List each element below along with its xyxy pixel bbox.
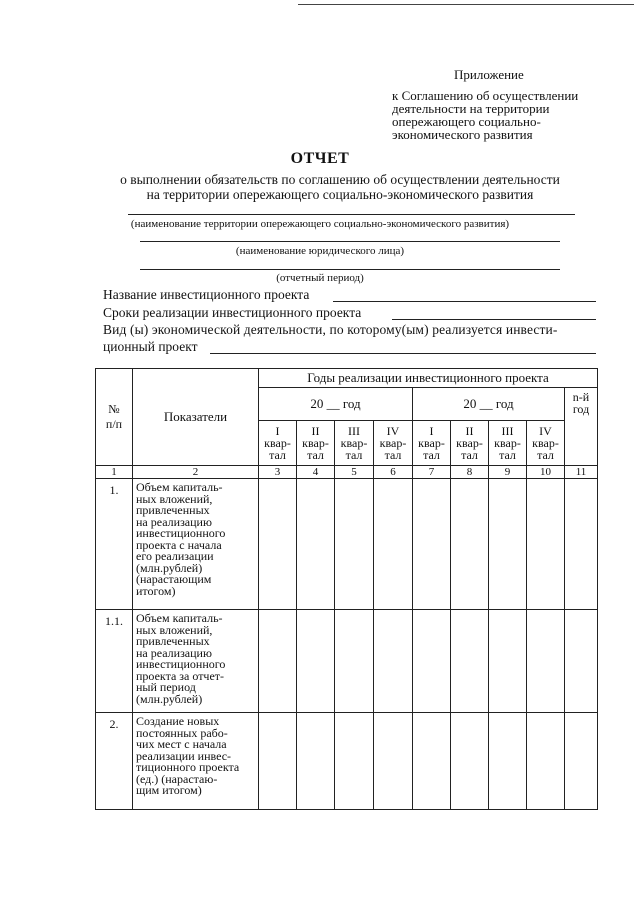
quarter-word: тал — [461, 448, 478, 462]
quarter-word: тал — [345, 448, 363, 462]
value-cell[interactable] — [335, 479, 374, 610]
row-indicator-line: ный период — [136, 680, 196, 694]
value-cell[interactable] — [413, 479, 451, 610]
quarter-header — [374, 421, 413, 466]
quarter-header — [297, 421, 335, 466]
quarter-word: тал — [499, 448, 516, 462]
table-row — [96, 713, 598, 810]
quarter-word: тал — [384, 448, 402, 462]
value-cell[interactable] — [374, 479, 413, 610]
years-header: Годы реализации инвестиционного проекта — [259, 369, 598, 388]
value-cell[interactable] — [297, 713, 335, 810]
value-cell[interactable] — [527, 610, 565, 713]
value-cell[interactable] — [489, 479, 527, 610]
column-number: 5 — [335, 466, 374, 479]
column-number: 9 — [489, 466, 527, 479]
row-indicator-line: постоянных рабо- — [136, 725, 228, 740]
column-number: 8 — [451, 466, 489, 479]
value-cell[interactable] — [527, 479, 565, 610]
value-cell[interactable] — [335, 610, 374, 713]
territory-caption: (наименование территории опережающего социально-экономического развития) — [130, 218, 510, 230]
column-number: 1 — [96, 466, 133, 479]
row-indicator-line: (ед.) (нарастаю- — [136, 771, 218, 786]
row-number: 1.1. — [96, 610, 133, 713]
report-subtitle — [100, 172, 580, 202]
report-subtitle-line: о выполнении обязательств по соглашению об осуществлении деятельности — [120, 172, 560, 187]
row-indicator-line: Создание новых — [136, 714, 220, 728]
year-header-2: 20 __ год — [413, 388, 565, 421]
column-number-row — [96, 466, 598, 479]
period-underline — [140, 269, 560, 270]
table-row — [96, 479, 598, 610]
value-cell[interactable] — [565, 610, 598, 713]
quarter-header — [527, 421, 565, 466]
column-number: 2 — [133, 466, 259, 479]
quarter-word: квар- — [418, 436, 445, 450]
row-indicator-line: чих мест с начала — [136, 737, 227, 751]
row-indicator-line: ных вложений, — [136, 491, 213, 506]
row-indicator-line: щим итогом) — [136, 783, 202, 797]
project-terms-blank — [392, 319, 596, 320]
quarter-word: квар- — [379, 436, 407, 450]
report-table — [95, 368, 598, 810]
quarter-word: квар- — [456, 436, 483, 450]
territory-underline — [128, 214, 575, 215]
period-caption: (отчетный период) — [276, 272, 364, 284]
column-number: 10 — [527, 466, 565, 479]
value-cell[interactable] — [374, 713, 413, 810]
appendix-title: Приложение — [454, 67, 524, 82]
appendix-line: к Соглашению об осуществлении — [392, 88, 579, 103]
row-indicator-line: (млн.рублей) — [136, 691, 203, 706]
project-terms-label: Сроки реализации инвестиционного проекта — [103, 305, 362, 320]
activity-blank — [210, 353, 596, 354]
appendix-line: экономического развития — [392, 127, 533, 142]
value-cell[interactable] — [565, 479, 598, 610]
value-cell[interactable] — [259, 479, 297, 610]
value-cell[interactable] — [374, 610, 413, 713]
quarter-header — [259, 421, 297, 466]
appendix-line: опережающего социально- — [392, 114, 541, 129]
col-header-indicators: Показатели — [133, 369, 259, 466]
appendix-line: деятельности на территории — [392, 101, 550, 116]
value-cell[interactable] — [413, 713, 451, 810]
nth-year-line: n-й — [572, 390, 590, 404]
row-indicator-line: (нарастающим — [136, 572, 212, 586]
row-indicator-line: проекта за отчет- — [136, 668, 225, 683]
appendix-block — [392, 68, 632, 141]
row-indicator-line: Объем капиталь- — [136, 480, 223, 494]
quarter-header — [451, 421, 489, 466]
quarter-word: тал — [423, 448, 440, 462]
row-indicator — [133, 479, 259, 610]
quarter-word: квар- — [340, 436, 368, 450]
quarter-roman: I — [275, 424, 280, 438]
value-cell[interactable] — [489, 713, 527, 810]
quarter-word: квар- — [494, 436, 521, 450]
row-indicator — [133, 610, 259, 713]
value-cell[interactable] — [565, 713, 598, 810]
row-indicator-line: тиционного проекта — [136, 760, 240, 774]
column-number: 7 — [413, 466, 451, 479]
row-indicator — [133, 713, 259, 810]
quarter-word: тал — [537, 448, 554, 462]
row-indicator-line: Объем капиталь- — [136, 611, 223, 625]
quarter-word: квар- — [302, 436, 329, 450]
col-header-number-line: № — [108, 402, 120, 416]
column-number: 11 — [565, 466, 598, 479]
entity-caption: (наименование юридического лица) — [235, 245, 405, 257]
quarter-word: тал — [307, 448, 324, 462]
quarter-roman: II — [465, 424, 474, 438]
quarter-roman: II — [311, 424, 320, 438]
row-indicator-line: привлеченных — [136, 503, 210, 517]
nth-year-header — [565, 388, 598, 466]
row-indicator-line: инвестиционного — [136, 657, 226, 671]
col-header-number — [96, 369, 133, 466]
table-row — [96, 610, 598, 713]
row-indicator-line: реализации инвес- — [136, 748, 232, 763]
value-cell[interactable] — [527, 713, 565, 810]
report-subtitle-line: на территории опережающего социально-экономического развития — [146, 187, 534, 202]
row-number: 2. — [96, 713, 133, 810]
value-cell[interactable] — [259, 610, 297, 713]
value-cell[interactable] — [259, 713, 297, 810]
row-indicator-line: проекта с начала — [136, 537, 222, 552]
row-indicator-line: его реализации — [136, 549, 214, 563]
quarter-roman: I — [429, 424, 434, 438]
row-indicator-line: (млн.рублей) — [136, 560, 203, 575]
quarter-roman: III — [501, 424, 514, 438]
top-border-line — [298, 4, 634, 5]
col-header-number-line: п/п — [105, 417, 123, 431]
activity-label-line2: ционный проект — [103, 339, 198, 354]
quarter-word: квар- — [264, 436, 291, 450]
column-number: 4 — [297, 466, 335, 479]
activity-label-line1: Вид (ы) экономической деятельности, по которому(ым) реализуется инвести- — [103, 322, 558, 337]
row-indicator-line: на реализацию — [136, 514, 212, 529]
value-cell[interactable] — [451, 713, 489, 810]
year-header-1: 20 __ год — [259, 388, 413, 421]
row-indicator-line: на реализацию — [136, 645, 212, 660]
nth-year-line: год — [572, 402, 590, 416]
quarter-header — [413, 421, 451, 466]
row-indicator-line: привлеченных — [136, 634, 210, 648]
column-number: 3 — [259, 466, 297, 479]
row-indicator-line: инвестиционного — [136, 526, 226, 540]
report-title: ОТЧЕТ — [290, 150, 350, 167]
value-cell[interactable] — [451, 610, 489, 713]
value-cell[interactable] — [413, 610, 451, 713]
quarter-roman: III — [348, 424, 360, 438]
entity-underline — [140, 241, 560, 242]
quarter-roman: IV — [386, 424, 400, 438]
project-name-blank — [333, 301, 596, 302]
quarter-word: тал — [269, 448, 286, 462]
row-number: 1. — [96, 479, 133, 610]
row-indicator-line: итогом) — [136, 583, 176, 598]
project-name-label: Название инвестиционного проекта — [103, 287, 310, 302]
value-cell[interactable] — [335, 713, 374, 810]
quarter-word: квар- — [532, 436, 559, 450]
quarter-header — [335, 421, 374, 466]
quarter-header — [489, 421, 527, 466]
row-indicator-line: ных вложений, — [136, 622, 213, 637]
quarter-roman: IV — [539, 424, 552, 438]
column-number: 6 — [374, 466, 413, 479]
value-cell[interactable] — [297, 610, 335, 713]
value-cell[interactable] — [489, 610, 527, 713]
value-cell[interactable] — [297, 479, 335, 610]
value-cell[interactable] — [451, 479, 489, 610]
